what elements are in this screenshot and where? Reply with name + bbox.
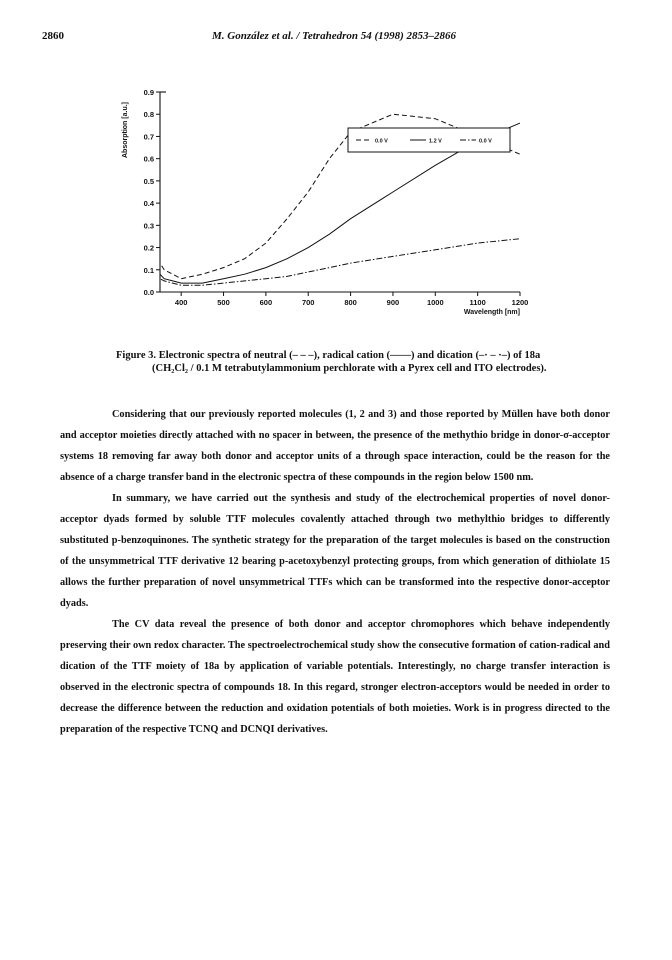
chart-legend [348,128,510,152]
y-tick-label: 0.8 [143,110,154,120]
y-axis-label: Absorption [a.u.] [122,102,129,158]
y-tick-label: 0.0 [143,288,154,297]
x-tick-label: 1100 [469,298,486,307]
y-tick-label: 0.4 [143,199,154,209]
caption-line-2: (CH₂Cl₂ / 0.1 M tetrabutylammonium perchlorate with a Pyrex cell and ITO electrodes). [152,363,547,374]
x-tick-label: 600 [259,298,273,307]
y-tick-label: 0.2 [143,243,154,253]
legend-label: 0.0 V [375,138,388,145]
y-tick-label: 0.7 [143,132,154,142]
x-tick-label: 500 [217,298,230,307]
x-tick-label: 800 [344,298,357,307]
x-tick-label: 700 [301,298,315,307]
x-tick-label: 1200 [511,298,529,307]
y-tick-label: 0.6 [143,154,154,164]
body-text [60,404,610,740]
y-tick-label: 0.1 [143,265,154,275]
paragraph: The CV data reveal the presence of both donor and acceptor chromophores which behave independently preserving their own redox character. The spectroelectrochemical study show the consecutive formation of cation-radical and dication of the TTF moiety of 18a by application of variable potentials. Interestingly, no charge transfer interaction is observed in the electronic spectra of compounds 18. In this regard, stronger electron-acceptors would be needed in order to decrease the difference between the reduction and oxidation potentials of both moieties. Work is in progress directed to the preparation of the respective TCNQ and DCNQI derivatives. [60,619,610,735]
legend-label: 0.0 V [479,138,492,145]
spectra-chart [0,0,672,340]
paragraph: Considering that our previously reported molecules (1, 2 and 3) and those reported by Müllen have both donor and acceptor moieties directly attached with no spacer in between, the presence of the methythio bridge in donor-σ-acceptor systems 18 removing far away both donor and acceptor units of a through space interaction, could be the reason for the absence of a charge transfer band in the electronic spectra of these compounds in the region below 1500 nm. [60,409,610,483]
y-tick-label: 0.9 [143,88,154,97]
x-tick-label: 400 [174,298,188,307]
running-title: M. González et al. / Tetrahedron 54 (1998) 2853–2866 [212,30,457,42]
chart-axes [122,88,528,316]
x-tick-label: 1000 [426,298,444,307]
caption-line-1: Electronic spectra of neutral (– – –), radical cation (——) and dication (–· – ·–) of 18a [158,350,541,361]
y-tick-label: 0.3 [143,221,154,231]
figure-caption [116,349,576,375]
page-number: 2860 [42,30,64,42]
series-line-dication [160,239,520,286]
y-tick-label: 0.5 [143,176,154,186]
paragraph: In summary, we have carried out the synthesis and study of the electrochemical properties of novel donor-acceptor dyads formed by soluble TTF molecules covalently attached through two methylthio bridges to differently substituted p-benzoquinones. The synthetic strategy for the preparation of the target molecules is based on the construction of the unsymmetrical TTF derivative 12 bearing p-acetoxybenzyl protecting groups, from which generation of dithiolate 15 allows the further preparation of novel unsymmetrical TTFs which can be transformed into the respective donor-acceptor dyads. [60,493,610,609]
x-axis-label: Wavelength [nm] [463,309,520,316]
figure-label: Figure 3. [116,350,157,361]
legend-label: 1.2 V [429,138,442,145]
x-tick-label: 900 [386,298,400,307]
